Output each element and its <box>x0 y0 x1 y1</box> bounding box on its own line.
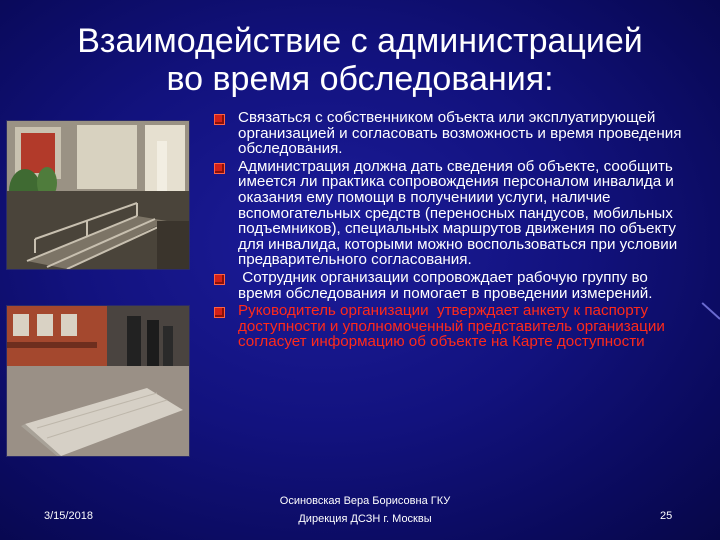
square-bullet-icon <box>214 274 225 285</box>
square-bullet-icon <box>214 114 225 125</box>
footer-author-line-1: Осиновская Вера Борисовна ГКУ <box>279 495 451 507</box>
footer-author <box>250 492 480 528</box>
bullet-item-highlighted <box>214 303 686 350</box>
bullet-item <box>214 110 686 157</box>
title-line-2: во время обследования: <box>166 60 554 98</box>
bullet-text: Администрация должна дать сведения об объекте, сообщить имеется ли практика сопровождения персоналом инвалида и оказания ему помощи в получениии услуги, наличие вспомогательных средств (переносных пандусов, мобильных подъемников), специальных маршрутов движения по объекту для инвалида, которыми можно воспользоваться при условии предварительного согласования. <box>238 157 678 269</box>
slide-title <box>40 22 680 98</box>
square-bullet-icon <box>214 163 225 174</box>
footer-author-line-2: Дирекция ДСЗН г. Москвы <box>298 513 432 525</box>
ramp-outdoor-photo <box>6 305 190 457</box>
bullet-list <box>214 110 686 352</box>
ramp-indoor-photo <box>6 120 190 270</box>
decorative-line <box>701 302 720 320</box>
bullet-text: Сотрудник организации сопровождает рабочую группу во время обследования и помогает в проведении измерений. <box>238 268 653 302</box>
bullet-item <box>214 270 686 301</box>
bullet-text: Руководитель организации утверждает анкету к паспорту доступности и уполномоченный представитель организации согласует информацию об объекте на Карте доступности <box>238 302 670 351</box>
title-line-1: Взаимодействие с администрацией <box>77 22 643 60</box>
page-number: 25 <box>660 510 673 522</box>
bullet-text: Связаться с собственником объекта или эксплуатирующей организацией и согласовать возможность и время проведения обследования. <box>238 109 682 158</box>
square-bullet-icon <box>214 307 225 318</box>
footer-date: 3/15/2018 <box>44 510 93 522</box>
bullet-item <box>214 159 686 268</box>
